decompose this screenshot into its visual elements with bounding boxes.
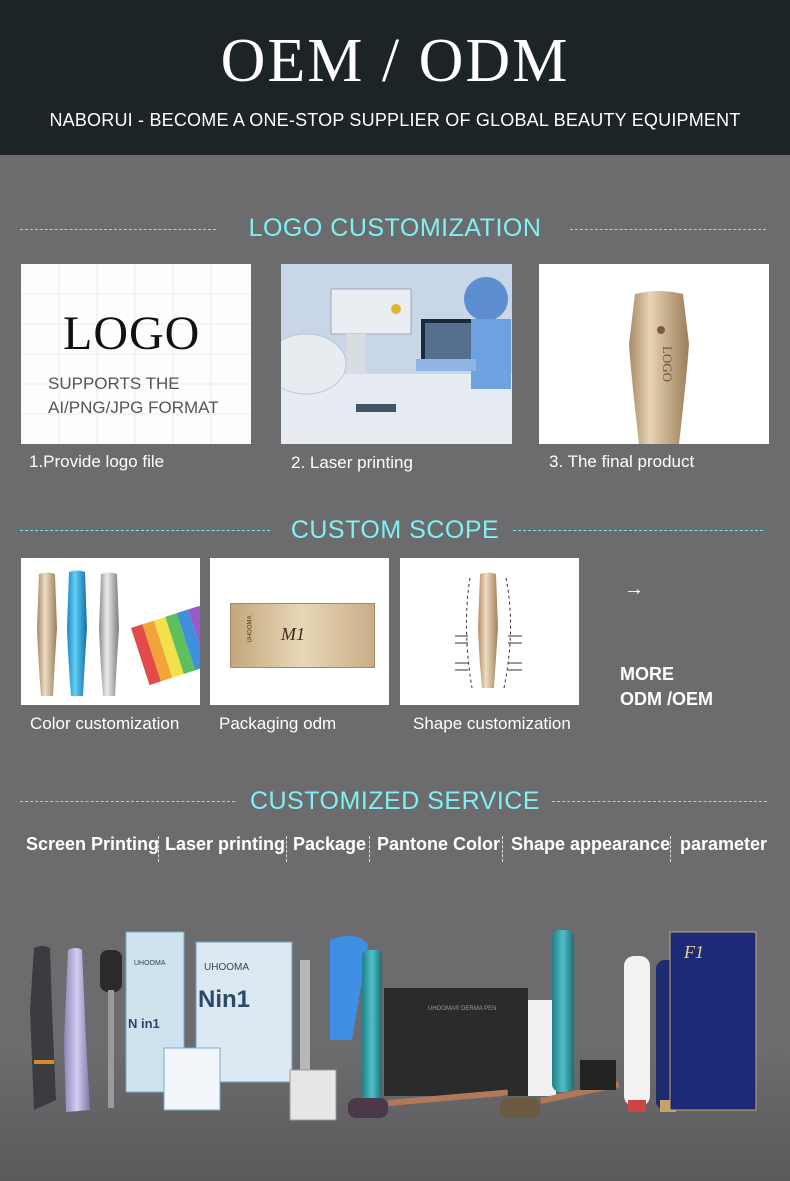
more-odm-oem	[620, 662, 713, 712]
engraved-logo: LOGO	[660, 345, 676, 383]
more-line-1: MORE	[620, 664, 674, 684]
final-product-card	[539, 264, 769, 444]
service-separator	[502, 836, 503, 862]
gold-package	[230, 603, 375, 668]
page-subtitle: NABORUI - BECOME A ONE-STOP SUPPLIER OF GLOBAL BEAUTY EQUIPMENT	[49, 110, 741, 130]
step-caption-2: 2. Laser printing	[291, 453, 413, 472]
products-illustration	[0, 920, 790, 1181]
service-item: Laser printing	[165, 834, 286, 854]
box2-text: Nin1	[198, 986, 251, 1013]
package-model: M1	[281, 624, 305, 644]
divider-right	[552, 801, 767, 802]
step-caption-3: 3. The final product	[549, 452, 695, 471]
more-line-2: ODM /OEM	[620, 689, 713, 709]
f1-box-text: F1	[684, 942, 704, 962]
step-caption-1: 1.Provide logo file	[29, 452, 165, 471]
laser-printing-photo	[281, 264, 512, 444]
colored-pens-illustration	[21, 558, 200, 705]
section-title-scope: CUSTOM SCOPE	[290, 516, 500, 544]
section-title-service: CUSTOMIZED SERVICE	[249, 787, 541, 815]
scope-caption-1: Color customization	[30, 714, 180, 733]
box1-brand: UHOOMA	[134, 960, 166, 967]
divider-right	[570, 229, 766, 230]
box2-brand: UHOOMA	[204, 962, 249, 973]
gold-pen-illustration	[539, 264, 769, 444]
page-title: OEM / ODM	[220, 27, 570, 95]
logo-sample-text: LOGO	[63, 307, 201, 360]
service-item: Screen Printing	[26, 834, 160, 854]
scope-caption-2: Packaging odm	[219, 714, 337, 733]
divider-right	[513, 530, 763, 531]
shape-customization-card	[400, 558, 579, 705]
service-separator	[670, 836, 671, 862]
service-separator	[286, 836, 287, 862]
section-title-logo: LOGO CUSTOMIZATION	[248, 214, 542, 242]
service-item: Shape appearance	[511, 834, 671, 854]
box1-text: N in1	[128, 1016, 160, 1031]
packaging-card	[210, 558, 389, 705]
service-item: parameter	[680, 834, 768, 854]
scope-caption-3: Shape customization	[413, 714, 571, 733]
laser-machine-illustration	[281, 264, 512, 444]
product-showcase	[0, 920, 790, 1181]
format-line-1: SUPPORTS THE	[48, 374, 180, 393]
service-item: Pantone Color	[377, 834, 501, 854]
package-brand: UHOOMA	[247, 615, 254, 643]
format-line-2: AI/PNG/JPG FORMAT	[48, 398, 219, 417]
logo-file-card	[21, 264, 251, 444]
color-customization-card	[21, 558, 200, 705]
service-item: Package	[293, 834, 367, 854]
arrow-right-icon: →	[624, 578, 644, 600]
service-separator	[158, 836, 159, 862]
header-banner	[0, 0, 790, 155]
service-list	[0, 834, 790, 864]
format-note	[48, 372, 219, 420]
shape-diagram	[400, 558, 579, 705]
case-text: UHOOMA® DERMA PEN	[428, 1006, 497, 1012]
service-separator	[369, 836, 370, 862]
